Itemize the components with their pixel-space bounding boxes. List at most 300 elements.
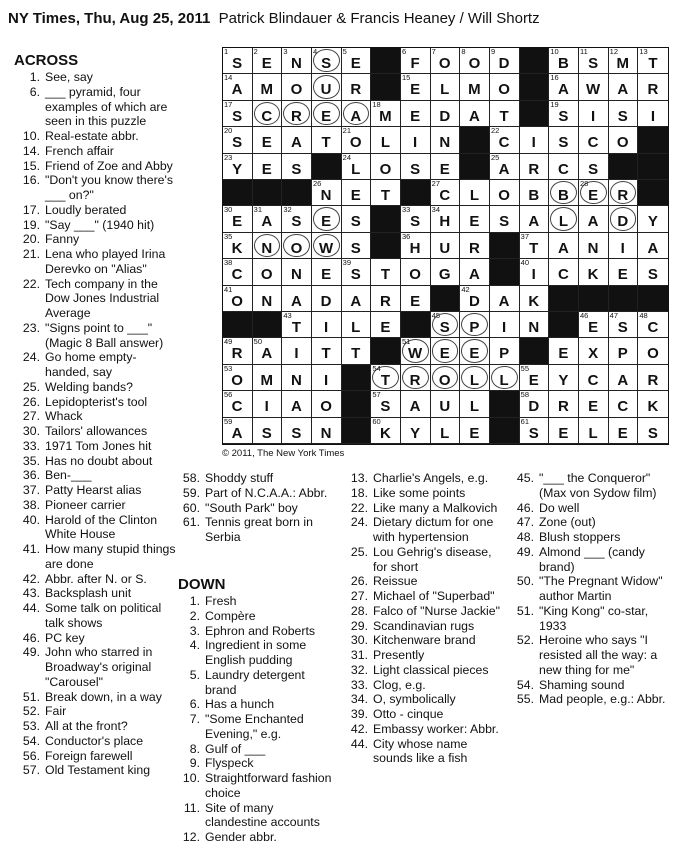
grid-cell[interactable] [490,154,520,180]
grid-cell[interactable] [371,127,401,153]
grid-cell[interactable] [609,74,639,100]
clue-item[interactable] [14,321,176,351]
clue-text: Compère [205,608,256,623]
clue-item[interactable] [14,424,176,439]
grid-cell[interactable] [312,391,342,417]
grid-cell[interactable] [342,286,372,312]
clue-item[interactable] [14,498,176,513]
grid-cell[interactable] [490,206,520,232]
black-square [579,286,609,312]
clue-item[interactable] [14,395,176,410]
grid-cell[interactable] [371,365,401,391]
grid-cell[interactable] [490,286,520,312]
grid-cell[interactable] [401,259,431,285]
grid-cell[interactable] [312,127,342,153]
clue-item[interactable] [346,501,506,516]
grid-cell[interactable] [549,127,579,153]
grid-cell[interactable] [253,365,283,391]
cell-letter: A [350,292,362,310]
cell-letter: A [350,107,362,125]
cell-letter: O [498,81,511,99]
cell-letter: O [647,345,660,363]
grid-cell[interactable] [342,180,372,206]
grid-cell[interactable] [549,418,579,444]
grid-cell[interactable] [342,48,372,74]
grid-cell[interactable] [490,101,520,127]
grid-cell[interactable] [638,206,668,232]
clue-item[interactable] [512,515,674,530]
grid-cell[interactable] [312,48,342,74]
grid-cell[interactable] [579,391,609,417]
grid-cell[interactable] [520,154,550,180]
grid-cell[interactable] [460,312,490,338]
grid-cell[interactable] [609,180,639,206]
grid-cell[interactable] [460,233,490,259]
clue-item[interactable] [14,173,176,203]
grid-cell[interactable] [549,391,579,417]
clue-item[interactable] [14,380,176,395]
grid-cell[interactable] [342,154,372,180]
grid-cell[interactable] [312,233,342,259]
grid-cell[interactable] [638,259,668,285]
grid-cell[interactable] [579,233,609,259]
black-square [638,127,668,153]
grid-cell[interactable] [490,74,520,100]
clue-item[interactable] [346,722,506,737]
grid-cell[interactable] [431,365,461,391]
grid-cell[interactable] [401,338,431,364]
grid-cell[interactable] [520,180,550,206]
grid-cell[interactable] [460,206,490,232]
cell-letter: O [290,239,303,257]
grid-cell[interactable] [371,180,401,206]
grid-cell[interactable] [609,365,639,391]
grid-cell[interactable] [312,312,342,338]
grid-cell[interactable] [223,259,253,285]
grid-cell[interactable] [549,338,579,364]
clue-number: 12. [182,830,200,844]
grid-cell[interactable] [253,391,283,417]
cell-number: 47 [609,310,618,320]
grid-cell[interactable] [371,154,401,180]
cell-number: 26 [312,178,322,188]
cell-letter: L [351,160,361,178]
clue-item[interactable] [512,678,674,693]
clue-item[interactable] [178,486,338,501]
cell-letter: S [410,160,421,178]
grid-cell[interactable] [609,48,639,74]
grid-cell[interactable] [223,391,253,417]
grid-cell[interactable] [253,418,283,444]
clue-item[interactable] [178,624,338,639]
cell-letter: P [469,318,480,336]
grid-cell[interactable] [342,259,372,285]
clue-item[interactable] [14,572,176,587]
clue-text: Blush stoppers [539,530,621,544]
cell-number: 22 [490,126,500,136]
grid-cell[interactable] [282,259,312,285]
grid-cell[interactable] [579,418,609,444]
grid-cell[interactable] [401,101,431,127]
grid-cell[interactable] [401,127,431,153]
clue-item[interactable] [14,144,176,159]
grid-cell[interactable] [460,286,490,312]
grid-cell[interactable] [460,391,490,417]
grid-cell[interactable] [282,206,312,232]
grid-cell[interactable] [579,101,609,127]
clue-item[interactable] [178,501,338,516]
grid-cell[interactable] [490,312,520,338]
grid-cell[interactable] [282,154,312,180]
grid-cell[interactable] [282,48,312,74]
clue-item[interactable] [14,350,176,380]
grid-cell[interactable] [520,391,550,417]
cell-number: 32 [283,205,292,215]
clue-item[interactable] [346,619,506,634]
grid-cell[interactable] [520,206,550,232]
clue-item[interactable] [14,586,176,601]
grid-cell[interactable] [223,74,253,100]
grid-cell[interactable] [520,365,550,391]
grid-cell[interactable] [609,101,639,127]
clue-item[interactable] [346,692,506,707]
grid-cell[interactable] [549,154,579,180]
grid-cell[interactable] [253,286,283,312]
grid-cell[interactable] [490,180,520,206]
clue-item[interactable] [14,85,176,129]
grid-cell[interactable] [579,338,609,364]
grid-cell[interactable] [223,418,253,444]
clue-item[interactable] [346,737,506,767]
clue-number: 18. [350,485,368,500]
grid-cell[interactable] [520,127,550,153]
clue-item[interactable] [14,645,176,689]
clue-item[interactable] [14,468,176,483]
clue-item[interactable] [346,574,506,589]
grid-cell[interactable] [638,101,668,127]
grid-cell[interactable] [579,259,609,285]
grid-cell[interactable] [253,74,283,100]
grid-cell[interactable] [460,338,490,364]
grid-cell[interactable] [223,154,253,180]
black-square [638,180,668,206]
clue-item[interactable] [14,129,176,144]
grid-cell[interactable] [460,101,490,127]
grid-cell[interactable] [223,101,253,127]
grid-cell[interactable] [431,259,461,285]
grid-cell[interactable] [579,154,609,180]
clue-item[interactable] [14,454,176,469]
grid-cell[interactable] [312,286,342,312]
grid-cell[interactable] [609,418,639,444]
grid-cell[interactable] [460,48,490,74]
grid-cell[interactable] [371,312,401,338]
grid-cell[interactable] [431,206,461,232]
grid-cell[interactable] [253,154,283,180]
grid-cell[interactable] [549,259,579,285]
grid-cell[interactable] [312,101,342,127]
grid-cell[interactable] [312,74,342,100]
grid-cell[interactable] [490,365,520,391]
grid-cell[interactable] [253,233,283,259]
cell-letter: C [498,134,510,152]
clue-item[interactable] [14,218,176,233]
grid-cell[interactable] [638,418,668,444]
grid-cell[interactable] [282,418,312,444]
grid-cell[interactable] [342,312,372,338]
clue-item[interactable] [346,663,506,678]
grid-cell[interactable] [312,418,342,444]
clue-item[interactable] [178,515,338,545]
grid-cell[interactable] [579,312,609,338]
clue-item[interactable] [178,471,338,486]
grid-cell[interactable] [549,233,579,259]
grid-cell[interactable] [549,365,579,391]
cell-letter: Y [232,160,243,178]
grid-cell[interactable] [609,312,639,338]
clue-item[interactable] [14,631,176,646]
clue-item[interactable] [14,203,176,218]
clue-item[interactable] [14,704,176,719]
clue-item[interactable] [178,801,338,831]
clue-item[interactable] [14,690,176,705]
grid-cell[interactable] [638,365,668,391]
grid-cell[interactable] [371,259,401,285]
grid-cell[interactable] [609,338,639,364]
grid-cell[interactable] [253,101,283,127]
grid-cell[interactable] [282,365,312,391]
cell-letter: O [409,266,422,284]
grid-cell[interactable] [282,286,312,312]
grid-cell[interactable] [579,180,609,206]
grid-cell[interactable] [371,418,401,444]
clue-item[interactable] [14,439,176,454]
clue-item[interactable] [14,719,176,734]
clue-item[interactable] [178,771,338,801]
grid-cell[interactable] [579,127,609,153]
grid-cell[interactable] [549,48,579,74]
clue-item[interactable] [346,515,506,545]
grid-cell[interactable] [460,365,490,391]
clue-item[interactable] [14,763,176,778]
clue-item[interactable] [346,545,506,575]
clue-item[interactable] [178,830,338,845]
grid-cell[interactable] [401,48,431,74]
grid-cell[interactable] [282,391,312,417]
grid-cell[interactable] [520,418,550,444]
clue-item[interactable] [512,692,674,707]
grid-cell[interactable] [431,391,461,417]
clue-item[interactable] [178,697,338,712]
grid-cell[interactable] [342,101,372,127]
clue-number: 19. [22,217,40,232]
grid-cell[interactable] [223,338,253,364]
grid-cell[interactable] [371,286,401,312]
grid-cell[interactable] [312,365,342,391]
grid-cell[interactable] [431,48,461,74]
grid-cell[interactable] [638,338,668,364]
grid-cell[interactable] [223,233,253,259]
grid-cell[interactable] [579,206,609,232]
grid-cell[interactable] [460,74,490,100]
clue-item[interactable] [512,574,674,604]
grid-cell[interactable] [223,206,253,232]
clue-item[interactable] [512,545,674,575]
grid-cell[interactable] [282,127,312,153]
grid-cell[interactable] [549,74,579,100]
clue-item[interactable] [14,159,176,174]
clue-item[interactable] [14,409,176,424]
cell-letter: Y [410,424,421,442]
grid-cell[interactable] [460,180,490,206]
clue-item[interactable] [178,594,338,609]
grid-cell[interactable] [253,259,283,285]
grid-cell[interactable] [282,233,312,259]
grid-cell[interactable] [431,74,461,100]
grid-cell[interactable] [282,101,312,127]
clue-item[interactable] [14,749,176,764]
clue-item[interactable] [346,633,506,648]
grid-cell[interactable] [549,180,579,206]
clue-item[interactable] [14,70,176,85]
clue-text: Harold of the Clinton White House [45,512,158,542]
clue-item[interactable] [512,501,674,516]
cell-letter: O [260,266,274,284]
grid-cell[interactable] [609,259,639,285]
clue-item[interactable] [178,609,338,624]
clue-item[interactable] [346,678,506,693]
grid-cell[interactable] [401,418,431,444]
grid-cell[interactable] [401,74,431,100]
grid-cell[interactable] [223,365,253,391]
clue-item[interactable] [512,530,674,545]
clue-item[interactable] [346,589,506,604]
clue-item[interactable] [178,668,338,698]
grid-cell[interactable] [401,391,431,417]
grid-cell[interactable] [609,233,639,259]
clue-item[interactable] [346,707,506,722]
grid-cell[interactable] [609,127,639,153]
clue-item[interactable] [346,604,506,619]
grid-cell[interactable] [371,101,401,127]
grid-cell[interactable] [431,154,461,180]
clue-item[interactable] [512,471,674,501]
grid-cell[interactable] [520,312,550,338]
clue-item[interactable] [178,742,338,757]
grid-cell[interactable] [431,418,461,444]
grid-cell[interactable] [431,101,461,127]
grid-cell[interactable] [609,391,639,417]
grid-cell[interactable] [460,259,490,285]
clue-item[interactable] [178,638,338,668]
grid-cell[interactable] [342,74,372,100]
clue-item[interactable] [14,734,176,749]
cell-letter: E [439,345,451,363]
grid-cell[interactable] [401,154,431,180]
grid-cell[interactable] [638,233,668,259]
grid-cell[interactable] [223,286,253,312]
grid-cell[interactable] [520,233,550,259]
grid-cell[interactable] [638,74,668,100]
grid-cell[interactable] [282,312,312,338]
clue-item[interactable] [178,756,338,771]
grid-cell[interactable] [312,259,342,285]
grid-cell[interactable] [401,365,431,391]
grid-cell[interactable] [342,338,372,364]
grid-cell[interactable] [520,286,550,312]
clue-item[interactable] [512,604,674,634]
grid-cell[interactable] [312,180,342,206]
grid-cell[interactable] [579,48,609,74]
cell-letter: R [468,239,481,257]
clue-item[interactable] [178,712,338,742]
grid-cell[interactable] [638,48,668,74]
grid-cell[interactable] [638,391,668,417]
clue-item[interactable] [14,232,176,247]
grid-cell[interactable] [371,391,401,417]
cell-number: 38 [224,258,233,268]
grid-cell[interactable] [312,338,342,364]
clue-item[interactable] [14,513,176,543]
grid-cell[interactable] [342,206,372,232]
grid-cell[interactable] [253,127,283,153]
clue-item[interactable] [14,542,176,572]
clue-item[interactable] [346,486,506,501]
clue-text: Tennis great born in Serbia [205,515,314,544]
clue-item[interactable] [14,601,176,631]
grid-cell[interactable] [638,312,668,338]
grid-cell[interactable] [312,206,342,232]
grid-cell[interactable] [431,312,461,338]
grid-cell[interactable] [549,101,579,127]
clue-item[interactable] [14,483,176,498]
clue-item[interactable] [14,247,176,277]
clue-text: "Say ___" (1940 hit) [45,217,155,232]
grid-cell[interactable] [549,206,579,232]
grid-cell[interactable] [282,338,312,364]
grid-cell[interactable] [520,259,550,285]
grid-cell[interactable] [223,48,253,74]
grid-cell[interactable] [253,338,283,364]
grid-cell[interactable] [431,338,461,364]
clue-item[interactable] [346,471,506,486]
grid-cell[interactable] [490,48,520,74]
grid-cell[interactable] [401,286,431,312]
clue-item[interactable] [512,633,674,677]
grid-cell[interactable] [609,206,639,232]
grid-cell[interactable] [401,233,431,259]
grid-cell[interactable] [490,127,520,153]
clue-text: Zone (out) [539,515,596,530]
clue-item[interactable] [14,277,176,321]
grid-cell[interactable] [579,365,609,391]
clue-text: Site of many clandestine accounts [205,800,320,830]
grid-cell[interactable] [401,206,431,232]
grid-cell[interactable] [342,233,372,259]
grid-cell[interactable] [282,74,312,100]
grid-cell[interactable] [431,180,461,206]
grid-cell[interactable] [431,127,461,153]
grid-cell[interactable] [253,48,283,74]
grid-cell[interactable] [579,74,609,100]
grid-cell[interactable] [223,127,253,153]
grid-cell[interactable] [431,233,461,259]
clue-item[interactable] [346,648,506,663]
grid-cell[interactable] [342,127,372,153]
grid-cell[interactable] [460,418,490,444]
grid-cell[interactable] [490,338,520,364]
grid-cell[interactable] [253,206,283,232]
